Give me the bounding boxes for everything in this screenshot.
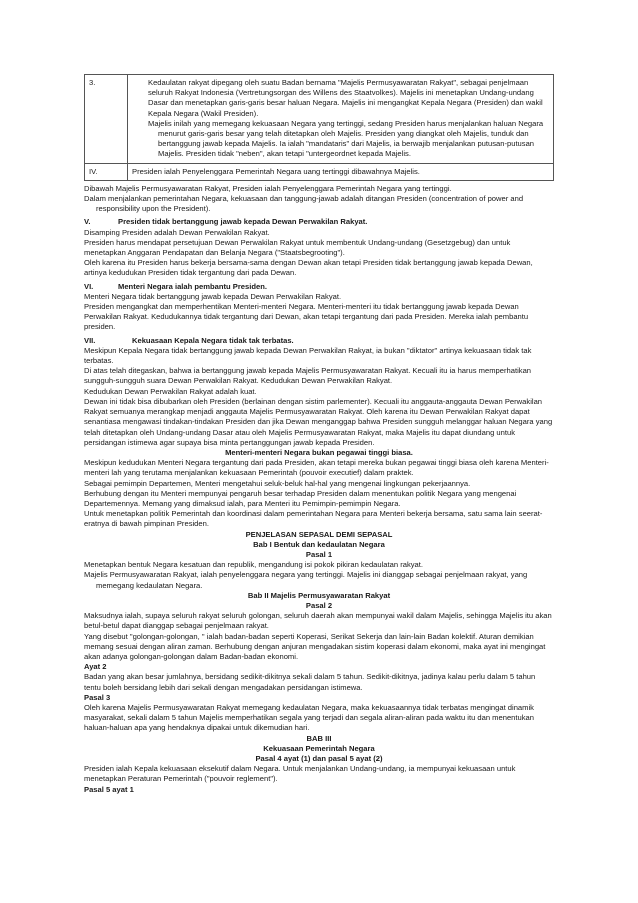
paragraph: Dewan ini tidak bisa dibubarkan oleh Presiden (berlainan dengan sistim parlementer). Kecuali itu anggauta-anggauta Dewan Perwakilan Rakyat semuanya merangkap menjadi anggauta Majelis Permusyawaratan Rakyat. Oleh karena itu Dewan Perwakilan Rakyat dapat senantiasa mengawasi tindakan-tindakan Presiden dan jika Dewan menganggap bahwa Presiden sungguh melanggar haluan Negara yang telah ditetapkan oleh Undang-undang Dasar atau oleh Majelis Permusyawaratan Rakyat, maka Majelis itu dapat diundang untuk persidangan istimewa agar supaya bisa minta pertanggungan jawab kepada Presiden. [84, 396, 553, 447]
paragraph: Di atas telah ditegaskan, bahwa ia bertanggung jawab kepada Majelis Permusyawaratan Rakyat. Kecuali itu ia harus memperhatikan sungguh-sungguh suara Dewan Perwakilan Rakyat. Kedudukan Dewan Perwakilan Rakyat. [84, 366, 532, 386]
paragraph: Kedudukan Dewan Perwakilan Rakyat adalah kuat. [84, 386, 257, 396]
document-page [84, 74, 554, 795]
section-number: VII. [84, 335, 96, 345]
paragraph: Sebagai pemimpin Departemen, Menteri mengetahui seluk-beluk hal-hal yang mengenai lingkungan pekerjaannya. [84, 478, 471, 488]
paragraph: Meskipun Kepala Negara tidak bertanggung jawab kepada Dewan Perwakilan Rakyat, ia bukan "diktator" artinya kekuasaan tidak tak terbatas. [84, 345, 532, 366]
article-title: Pasal 2 [305, 600, 333, 610]
row-text: Presiden ialah Penyelenggara Pemerintah Negara uang tertinggi dibawahnya Majelis. [128, 163, 554, 180]
section-title: Presiden tidak bertanggung jawab kepada Dewan Perwakilan Rakyat. [118, 217, 368, 227]
paragraph: Badan yang akan besar jumlahnya, bersidang sedikit-dikitnya sekali dalam 5 tahun. Sedikit-dikitnya, jadinya kalau perlu dalam 5 tahun tentu boleh bersidang lebih dari sekali dengan mengadakan persidangan istimewa. [84, 672, 536, 692]
explanation-heading: PENJELASAN SEPASAL DEMI SEPASAL [245, 529, 393, 539]
paragraph: Berhubung dengan itu Menteri mempunyai pengaruh besar terhadap Presiden dalam menentukan politik Negara yang mengenai Departemennya. Memang yang dimaksud ialah, para Menteri itu Pemimpin-pemimpin Negara. [84, 488, 517, 508]
paragraph: Untuk menetapkan politik Pemerintah dan koordinasi dalam pemerintahan Negara para Menteri bekerja bersama, satu sama lain seerat-eratnya di bawah pimpinan Presiden. [84, 509, 543, 529]
section-heading [84, 336, 554, 346]
chapter-title: BAB III [306, 733, 332, 743]
paragraph: Presiden harus mendapat persetujuan Dewan Perwakilan Rakyat untuk membentuk Undang-undang (Gesetzgebug) dan untuk menetapkan Anggaran Pendapatan dan Belanja Negara ("Staatsbegrooting"). [84, 237, 511, 258]
row-number: IV. [85, 163, 128, 180]
paragraph: Maksudnya ialah, supaya seluruh rakyat seluruh golongan, seluruh daerah akan mempunyai wakil dalam Majelis, sehingga Majelis itu akan betul-betul dapat dianggap sebagai penjelmaan rakyat. [84, 611, 552, 631]
chapter-title: Bab II Majelis Permusyawaratan Rakyat [247, 590, 391, 600]
table-row [85, 163, 554, 180]
paragraph: Disamping Presiden adalah Dewan Perwakilan Rakyat. [84, 227, 270, 237]
chapter-title: Bab I Bentuk dan kedaulatan Negara [253, 539, 385, 549]
subheading: Menteri-menteri Negara bukan pegawai tinggi biasa. [225, 447, 413, 457]
paragraph: Dalam menjalankan pemerintahan Negara, kekuasaan dan tanggung-jawab adalah ditangan Presiden (concentration of power and responsibility upon the President). [84, 194, 524, 214]
content-table [84, 74, 554, 181]
verse-title: Ayat 2 [84, 662, 107, 672]
article-title: Pasal 4 ayat (1) dan pasal 5 ayat (2) [255, 754, 383, 763]
section-title: Menteri Negara ialah pembantu Presiden. [118, 281, 267, 291]
paragraph: Meskipun kedudukan Menteri Negara tergantung dari pada Presiden, akan tetapi mereka bukan pegawai tinggi biasa oleh karena Menteri-menteri lah yang terutama menjalankan kekuasaan Pemerintah (pouvoir executief) dalam praktek. [84, 458, 549, 478]
section-heading [84, 282, 554, 292]
paragraph: Menteri Negara tidak bertanggung jawab kepada Dewan Perwakilan Rakyat. [84, 291, 342, 301]
paragraph: Majelis inilah yang memegang kekuasaan Negara yang tertinggi, sedang Presiden harus menjalankan haluan Negara menurut garis-garis besar yang telah ditetapkan oleh Majelis. Presiden yang diangkat oleh Majelis, tunduk dan bertanggung jawab kepada Majelis. Ia ialah "mandataris" dari Majelis, ia berwajib menjalankan putusan-putusan Majelis. Presiden tidak "neben", akan tetapi "untergeordnet kepada Majelis. [148, 118, 544, 159]
section-heading [84, 217, 554, 227]
article-title: Pasal 5 ayat 1 [84, 784, 134, 794]
section-number: VI. [84, 281, 94, 291]
paragraph: Kedaulatan rakyat dipegang oleh suatu Badan bernama "Majelis Permusyawaratan Rakyat", sebagai penjelmaan seluruh Rakyat Indonesia (Vertretungsorgan des Willens des Staatvolkes). Majelis ini menetapkan Undang-undang Dasar dan menetapkan garis-garis besar haluan Negara. Majelis ini mengangkat Kepala Negara (Presiden) dan wakil Kepala Negara (Wakil Presiden). [148, 78, 543, 118]
paragraph: Menetapkan bentuk Negara kesatuan dan republik, mengandung isi pokok pikiran kedaulatan rakyat. [84, 560, 423, 570]
table-row [85, 75, 554, 164]
section-title: Kekuasaan Kepala Negara tidak tak terbatas. [132, 335, 294, 345]
row-text [128, 75, 554, 164]
paragraph: Oleh karena itu Presiden harus bekerja bersama-sama dengan Dewan akan tetapi Presiden tidak bertanggung jawab kepada Dewan, artinya kedudukan Presiden tidak tergantung dari pada Dewan. [84, 258, 533, 278]
row-number: 3. [85, 75, 128, 164]
chapter-subtitle: Kekuasaan Pemerintah Negara [263, 743, 375, 753]
paragraph: Yang disebut "golongan-golongan, " ialah badan-badan seperti Koperasi, Serikat Sekerja dan lain-lain Badan kolektif. Aturan demikian memang sesuai dengan aliran zaman. Berhubung dengan anjuran mengadakan sistim koperasi dalam ekonomi, maka ayat ini mengingat akan adanya golongan-golongan dalam Badan-badan ekonomi. [84, 631, 546, 661]
paragraph: Oleh karena Majelis Permusyawaratan Rakyat memegang kedaulatan Negara, maka kekuasaannya tidak terbatas mengingat dinamik masyarakat, sekali dalam 5 tahun Majelis memperhatikan segala yang terjadi dan segala aliran-aliran pada waktu itu dan menentukan haluan-haluan apa yang hendaknya dipakai untuk dikemudian hari. [84, 702, 534, 733]
article-title: Pasal 1 [305, 549, 333, 559]
paragraph: Dibawah Majelis Permusyawaratan Rakyat, Presiden ialah Penyelenggara Pemerintah Negara yang tertinggi. [84, 183, 452, 193]
paragraph: Presiden mengangkat dan memperhentikan Menteri-menteri Negara. Menteri-menteri itu tidak bertanggung jawab kepada Dewan Perwakilan Rakyat. Kedudukannya tidak tergantung dari Dewan, akan tetapi tergantung dari pada Presiden. Mereka ialah pembantu presiden. [84, 302, 529, 332]
paragraph: Majelis Permusyawaratan Rakyat, ialah penyelenggara negara yang tertinggi. Majelis ini dianggap sebagai penjelmaan rakyat, yang memegang kedaulatan Negara. [84, 570, 528, 590]
paragraph: Presiden ialah Kepala kekuasaan eksekutif dalam Negara. Untuk menjalankan Undang-undang, ia mempunyai kekuasaan untuk menetapkan Peraturan Pemerintah ("pouvoir reglement"). [84, 764, 516, 784]
section-number: V. [84, 217, 91, 227]
article-title: Pasal 3 [84, 692, 111, 702]
